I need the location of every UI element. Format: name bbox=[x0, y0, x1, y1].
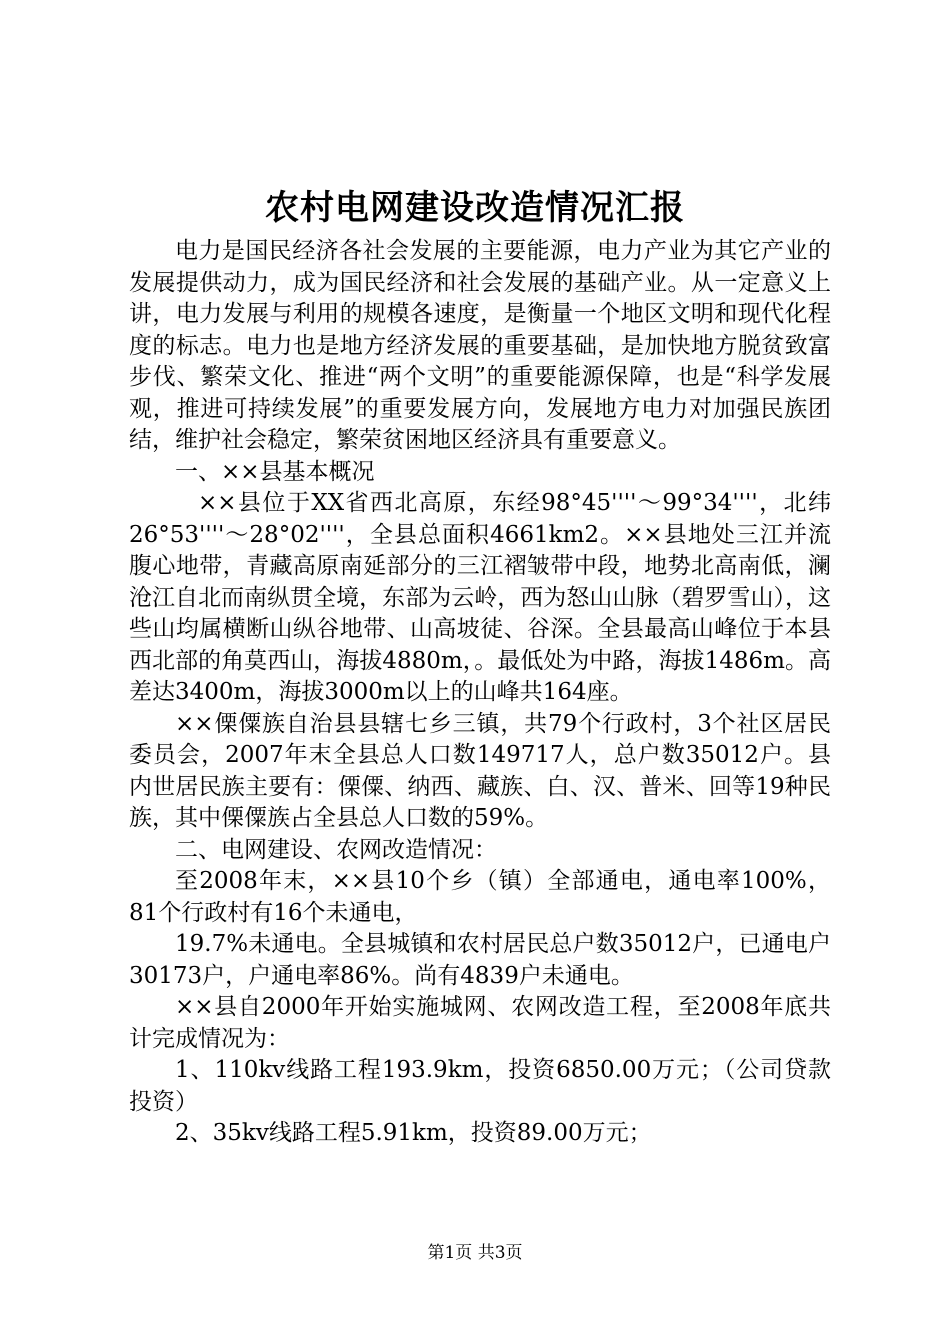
paragraph-intro: 电力是国民经济各社会发展的主要能源，电力产业为其它产业的发展提供动力，成为国民经济和社会发展的基础产业。从一定意义上讲，电力发展与利用的规模各速度，是衡量一个地区文明和现代化程度的标志。电力也是地方经济发展的重要基础，是加快地方脱贫致富步伐、繁荣文化、推进“两个文明”的重要能源保障，也是“科学发展观，推进可持续发展”的重要发展方向，发展地方电力对加强民族团结，维护社会稳定，繁荣贫困地区经济具有重要意义。 bbox=[129, 238, 831, 453]
paragraph-household-rate: 19.7%未通电。全县城镇和农村居民总户数35012户，已通电户30173户，户通电率86%。尚有4839户未通电。 bbox=[129, 931, 831, 989]
paragraph-population: ××傈僳族自治县县辖七乡三镇，共79个行政村，3个社区居民委员会，2007年末全县总人口数149717人，总户数35012户。县内世居民族主要有：傈僳、纳西、藏族、白、汉、普米、回等19种民族，其中傈僳族占全县总人口数的59%。 bbox=[129, 710, 831, 831]
paragraph-renovation: ××县自2000年开始实施城网、农网改造工程，至2008年底共计完成情况为： bbox=[129, 994, 831, 1052]
list-item-35kv: 2、35kv线路工程5.91km，投资89.00万元； bbox=[175, 1120, 652, 1146]
paragraph-electrification: 至2008年末，××县10个乡（镇）全部通电，通电率100%，81个行政村有16个未通电， bbox=[129, 868, 831, 926]
paragraph-geography: ××县位于XX省西北高原，东经98°45''''～99°34''''，北纬26°53''''～28°02''''，全县总面积4661km2。××县地处三江并流腹心地带，青藏高原南延部分的三江褶皱带中段，地势北高南低，澜沧江自北而南纵贯全境，东部为云岭，西为怒山山脉（碧罗雪山），这些山均属横断山纵谷地带、山高坡徒、谷深。全县最高山峰位于本县西北部的角莫西山，海拔4880m，。最低处为中路，海拔1486m。高差达3400m，海拔3000m以上的山峰共164座。 bbox=[129, 490, 831, 705]
document-body bbox=[129, 236, 831, 1150]
page-footer: 第1页 共3页 bbox=[427, 1243, 523, 1263]
section-heading-grid: 二、电网建设、农网改造情况： bbox=[175, 836, 497, 863]
list-item-110kv: 1、110kv线路工程193.9km，投资6850.00万元；（公司贷款投资） bbox=[129, 1057, 831, 1115]
section-heading-overview: 一、××县基本概况 bbox=[175, 458, 375, 485]
document-title: 农村电网建设改造情况汇报 bbox=[265, 188, 685, 228]
